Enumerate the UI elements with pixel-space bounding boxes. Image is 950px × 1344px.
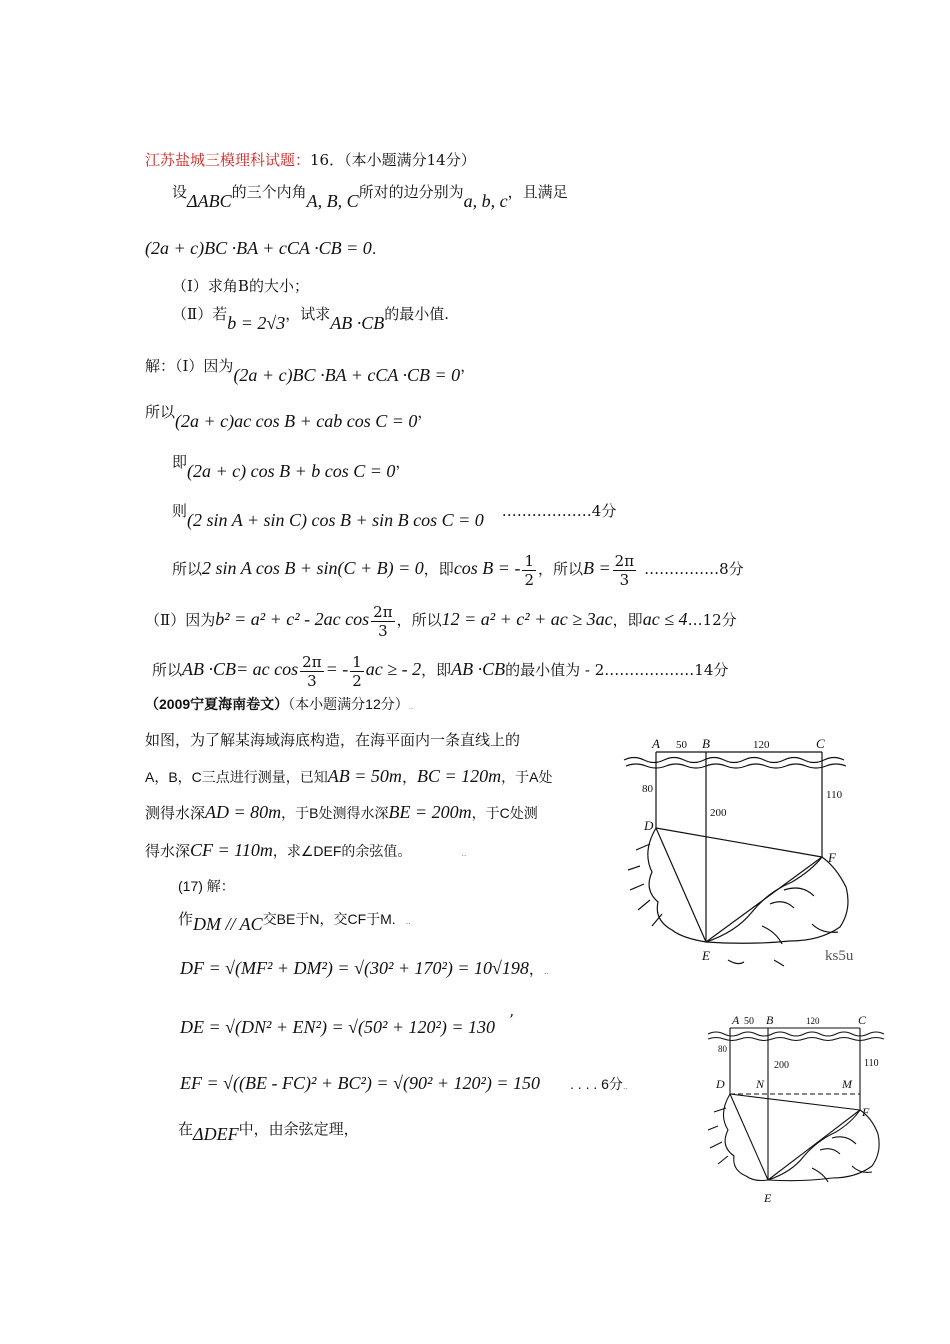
problem2-line2: A，B，C三点进行测量，已知AB = 50m，BC = 120m，于A处 — [145, 766, 553, 786]
label-110: 110 — [826, 789, 843, 801]
sol1-line2 — [145, 398, 433, 431]
condition-formula: (2a + c)BC ·BA + cCA ·CB = 0 — [145, 238, 372, 258]
label-120: 120 — [806, 1016, 820, 1026]
sol-text: 所以 — [172, 560, 203, 578]
sol2-zai — [178, 1115, 359, 1142]
sol-text: 所以 — [145, 403, 176, 421]
sol-text: ，所以 — [396, 611, 442, 629]
sol2-text: 在 — [178, 1120, 194, 1138]
score-14: ………………14分 — [604, 661, 729, 679]
part2-text: 的最小值. — [384, 305, 450, 323]
frac-half — [522, 552, 536, 589]
frac-den: 3 — [619, 570, 630, 589]
sol-formula: ac ≤ 4 — [642, 609, 688, 629]
triangle-abc: ΔABC — [187, 191, 232, 211]
score-8: ……………8分 — [644, 560, 744, 578]
part2-text: （Ⅱ）若 — [172, 305, 228, 323]
label-b: B — [702, 736, 710, 751]
sol-formula: = - — [325, 659, 349, 679]
df-formula: DF = √(MF² + DM²) = √(30² + 170²) = 10√198 — [180, 958, 529, 978]
label-f: F — [862, 1105, 870, 1119]
para-mark: .. — [405, 917, 411, 926]
frac-2pi3 — [300, 653, 323, 690]
p2-formula: AB = 50m — [327, 766, 402, 786]
problem2-header — [145, 694, 413, 717]
sol-text: 即 — [172, 453, 188, 471]
seabed-figure-2 — [700, 1012, 890, 1207]
label-c: C — [858, 1013, 867, 1027]
problem2-line1: 如图，为了解某海域海底构造，在海平面内一条直线上的 — [145, 731, 521, 749]
angles-abc: A, B, C — [306, 191, 359, 211]
p2-text: ，于C处测 — [471, 805, 538, 821]
part2-product: AB ·CB — [330, 313, 385, 333]
part2-b-value: b = 2√3 — [227, 313, 286, 333]
sol1-line1 — [145, 352, 476, 385]
sol-text: ， — [395, 453, 411, 471]
para-mark: .. — [408, 702, 414, 711]
problem2-score: （本小题满分12分） — [288, 696, 409, 712]
problem2-source: （2009宁夏海南卷文） — [145, 696, 289, 712]
stmt-text: 的三个内角 — [231, 183, 307, 201]
frac-num: 2π — [302, 652, 322, 671]
stmt-text: 设 — [172, 183, 188, 201]
problem2-line3 — [145, 800, 538, 825]
p2-text: 测得水深 — [145, 804, 206, 822]
label-a: A — [732, 1013, 740, 1027]
sol-formula: = ac cos — [236, 659, 299, 679]
seabed-figure-1 — [620, 732, 870, 972]
p2-text: ，于A处 — [501, 769, 553, 785]
condition-end: . — [371, 240, 377, 258]
problem1-header-rest: 16．（本小题满分14分） — [310, 151, 476, 169]
sol-formula: (2a + c)ac cos B + cab cos C = 0 — [175, 411, 418, 431]
sol1-line7 — [152, 646, 728, 693]
para-mark: .. — [543, 967, 550, 976]
frac-den: 2 — [352, 671, 362, 690]
p2-formula: CF = 110m — [190, 840, 273, 860]
sol2-ef — [180, 1073, 628, 1097]
label-80: 80 — [642, 783, 653, 795]
label-e: E — [764, 1191, 772, 1205]
label-200: 200 — [710, 807, 727, 819]
p2-formula: BC = 120m — [416, 766, 502, 786]
sol-text: 的最小值为 - 2 — [505, 661, 605, 679]
label-80: 80 — [718, 1044, 727, 1054]
sol-text: （Ⅱ）因为 — [145, 611, 216, 629]
frac-num: 1 — [524, 551, 534, 570]
sol-text: 所以 — [152, 661, 183, 679]
label-d: D — [716, 1077, 725, 1091]
sol-text: 则 — [172, 502, 188, 520]
ef-formula: EF = √((BE - FC)² + BC²) = √(90² + 120²) = 150 — [180, 1073, 541, 1093]
score-6: . . . . 6分 — [570, 1076, 623, 1092]
sol-formula: 12 = a² + c² + ac ≥ 3ac — [441, 609, 613, 629]
score-12: …12分 — [687, 611, 737, 629]
label-50: 50 — [744, 1016, 754, 1027]
label-200: 200 — [774, 1060, 789, 1071]
label-m: M — [842, 1077, 852, 1091]
sol-text: ，即 — [421, 661, 452, 679]
frac-den: 3 — [378, 621, 388, 640]
frac-den: 2 — [524, 570, 534, 589]
frac-num: 1 — [352, 652, 362, 671]
sol-formula: ac ≥ - 2 — [365, 659, 422, 679]
p2-text: ，于B处测得水深 — [281, 805, 389, 821]
watermark: ks5u — [825, 948, 854, 964]
para-mark: .. — [622, 1082, 629, 1091]
frac-den: 3 — [307, 671, 317, 690]
sol2-header: (17) 解： — [178, 878, 235, 894]
sol-text: ，所以 — [538, 560, 584, 578]
sol2-formula: DM // AC — [193, 914, 263, 934]
sol-formula: AB ·CB — [182, 659, 237, 679]
sol2-text: 作 — [178, 910, 194, 928]
label-c: C — [816, 736, 825, 751]
frac-num: 2π — [373, 602, 393, 621]
p2-formula: BE = 200m — [388, 802, 472, 822]
triangle-def: ΔDEF — [193, 1124, 239, 1144]
sol-formula: AB ·CB — [451, 659, 506, 679]
sol-text: 解：（Ⅰ）因为 — [145, 357, 234, 375]
label-n: N — [756, 1077, 765, 1091]
part2-text: ，试求 — [285, 305, 331, 323]
de-formula: DE = √(DN² + EN²) = √(50² + 120²) = 130 — [180, 1017, 496, 1037]
sol1-line5 — [172, 545, 744, 592]
frac-2pi3 — [371, 603, 394, 640]
p2-text: 得水深 — [145, 842, 191, 860]
part2 — [172, 300, 450, 333]
para-mark: .. — [461, 849, 467, 858]
sol-formula: (2a + c) cos B + b cos C = 0 — [187, 461, 396, 481]
sol-formula: B = — [583, 558, 611, 578]
sol-formula: 2 sin A cos B + sin(C + B) = 0 — [202, 558, 424, 578]
sol1-line3 — [172, 448, 411, 481]
sol2-df: DF = √(MF² + DM²) = √(30² + 170²) = 10√198，.. — [180, 958, 550, 978]
sol2-zuo — [178, 906, 411, 934]
sol-formula: b² = a² + c² - 2ac cos — [215, 609, 370, 629]
part1: （Ⅰ）求角B的大小； — [172, 277, 309, 295]
sides-abc: a, b, c — [463, 191, 508, 211]
frac-num: 2π — [614, 551, 635, 570]
sol1-line6 — [145, 596, 737, 643]
label-f: F — [828, 850, 836, 865]
sol2-text: 交BE于N，交CF于M. — [262, 911, 396, 927]
sol2-text: 中，由余弦定理， — [238, 1120, 359, 1138]
frac-half — [350, 653, 364, 690]
label-b: B — [766, 1013, 774, 1027]
sol1-line4 — [172, 497, 617, 530]
sol-text: ，即 — [612, 611, 643, 629]
label-d: D — [644, 818, 654, 833]
label-50: 50 — [676, 739, 687, 751]
condition-eq — [145, 238, 377, 259]
label-a: A — [652, 736, 660, 751]
p2-text: A，B，C三点进行测量，已知 — [145, 769, 328, 785]
problem1-header — [145, 150, 476, 170]
label-e: E — [702, 948, 710, 963]
label-120: 120 — [753, 739, 770, 751]
p2-text: ，求∠DEF的余弦值。 — [272, 843, 412, 859]
score-4: ………………4分 — [501, 502, 617, 520]
label-110: 110 — [864, 1058, 879, 1069]
sol-formula: (2a + c)BC ·BA + cCA ·CB = 0 — [233, 365, 461, 385]
stmt-text: 所对的边分别为 — [358, 183, 464, 201]
problem1-statement — [172, 178, 568, 211]
sol-text: ， — [417, 403, 433, 421]
problem2-line4 — [145, 838, 466, 866]
sol-text: ，即 — [423, 560, 454, 578]
sol-formula: (2 sin A + sin C) cos B + sin B cos C = 0 — [187, 510, 484, 530]
sol-formula: cos B = - — [453, 558, 521, 578]
problem1-source: 江苏盐城三模理科试题： — [145, 151, 311, 169]
stmt-text: ，且满足 — [507, 183, 568, 201]
sol2-de: DE = √(DN² + EN²) = √(50² + 120²) = 130 ’ — [180, 1011, 514, 1037]
p2-formula: AD = 80m — [205, 802, 282, 822]
sol-text: ， — [460, 357, 476, 375]
frac-2pi3 — [613, 552, 636, 589]
